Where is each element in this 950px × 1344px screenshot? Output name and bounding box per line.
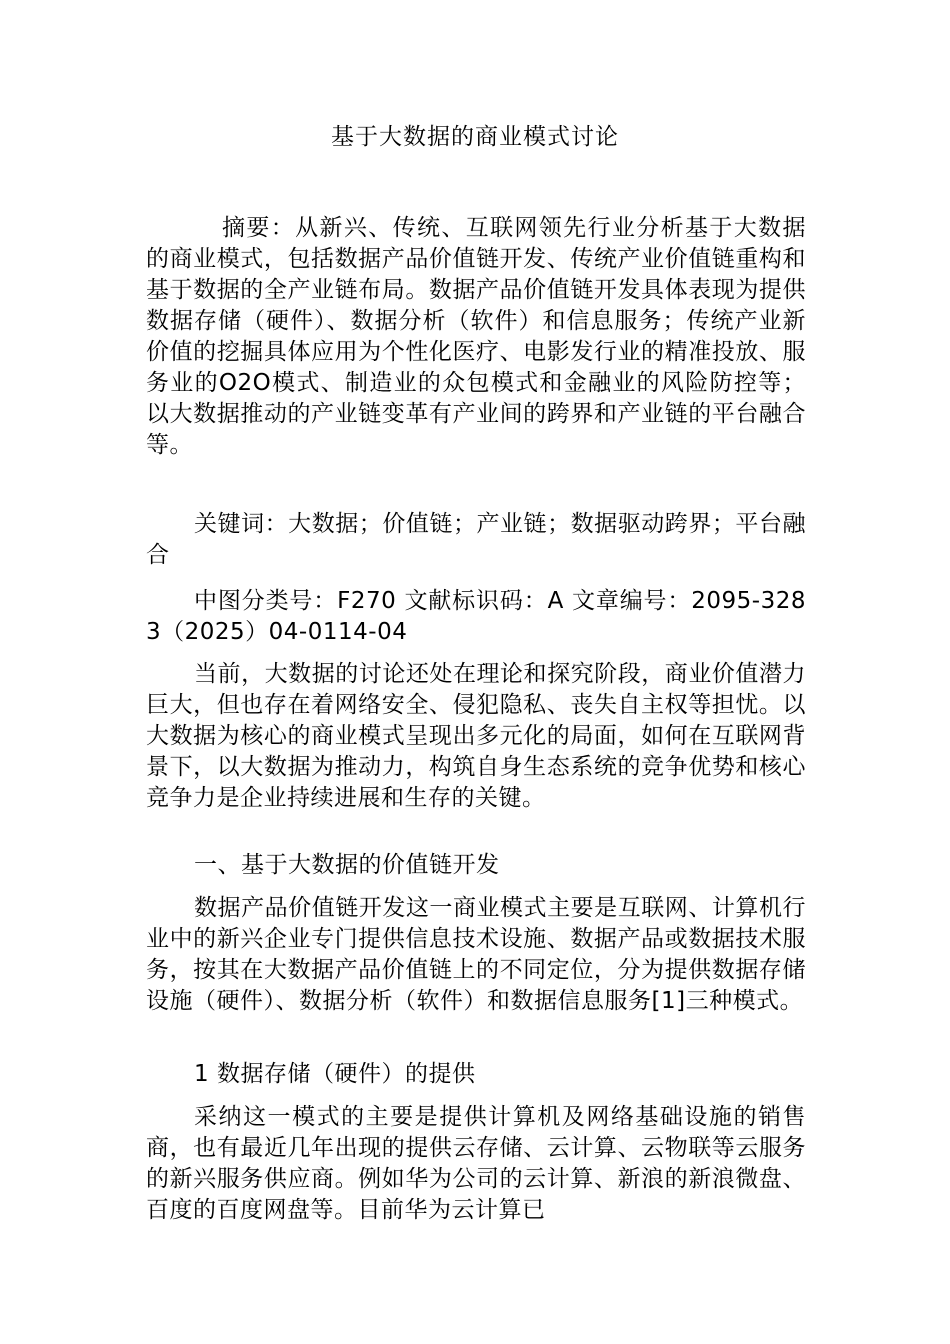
section-heading: 一、基于大数据的价值链开发 bbox=[194, 852, 500, 878]
section-body-paragraph: 数据产品价值链开发这一商业模式主要是互联网、计算机行业中的新兴企业专门提供信息技术设施、数据产品或数据技术服务，按其在大数据产品价值链上的不同定位，分为提供数据存储设施（硬件）、数据分析（软件）和数据信息服务[1]三种模式。 bbox=[146, 895, 806, 1014]
subsection-body-paragraph: 采纳这一模式的主要是提供计算机及网络基础设施的销售商，也有最近几年出现的提供云存储、云计算、云物联等云服务的新兴服务供应商。例如华为公司的云计算、新浪的新浪微盘、百度的百度网盘等。目前华为云计算已 bbox=[146, 1104, 806, 1223]
keywords-paragraph: 关键词：大数据；价值链；产业链；数据驱动跨界；平台融合 bbox=[146, 511, 806, 568]
intro-paragraph: 当前，大数据的讨论还处在理论和探究阶段，商业价值潜力巨大，但也存在着网络安全、侵犯隐私、丧失自主权等担忧。以大数据为核心的商业模式呈现出多元化的局面，如何在互联网背景下，以大数据为推动力，构筑自身生态系统的竞争优势和核心竞争力是企业持续进展和生存的关键。 bbox=[146, 661, 806, 811]
abstract-paragraph: 摘要：从新兴、传统、互联网领先行业分析基于大数据的商业模式，包括数据产品价值链开发、传统产业价值链重构和基于数据的全产业链布局。数据产品价值链开发具体表现为提供数据存储（硬件）、数据分析（软件）和信息服务；传统产业新价值的挖掘具体应用为个性化医疗、电影发行业的精准投放、服务业的O2O模式、制造业的众包模式和金融业的风险防控等；以大数据推动的产业链变革有产业间的跨界和产业链的平台融合等。 bbox=[146, 215, 806, 458]
subsection-heading: 1 数据存储（硬件）的提供 bbox=[194, 1061, 476, 1087]
document-title: 基于大数据的商业模式讨论 bbox=[331, 124, 619, 150]
classification-paragraph: 中图分类号：F270 文献标识码：A 文章编号：2095-3283（2025）04-0114-04 bbox=[146, 588, 806, 645]
